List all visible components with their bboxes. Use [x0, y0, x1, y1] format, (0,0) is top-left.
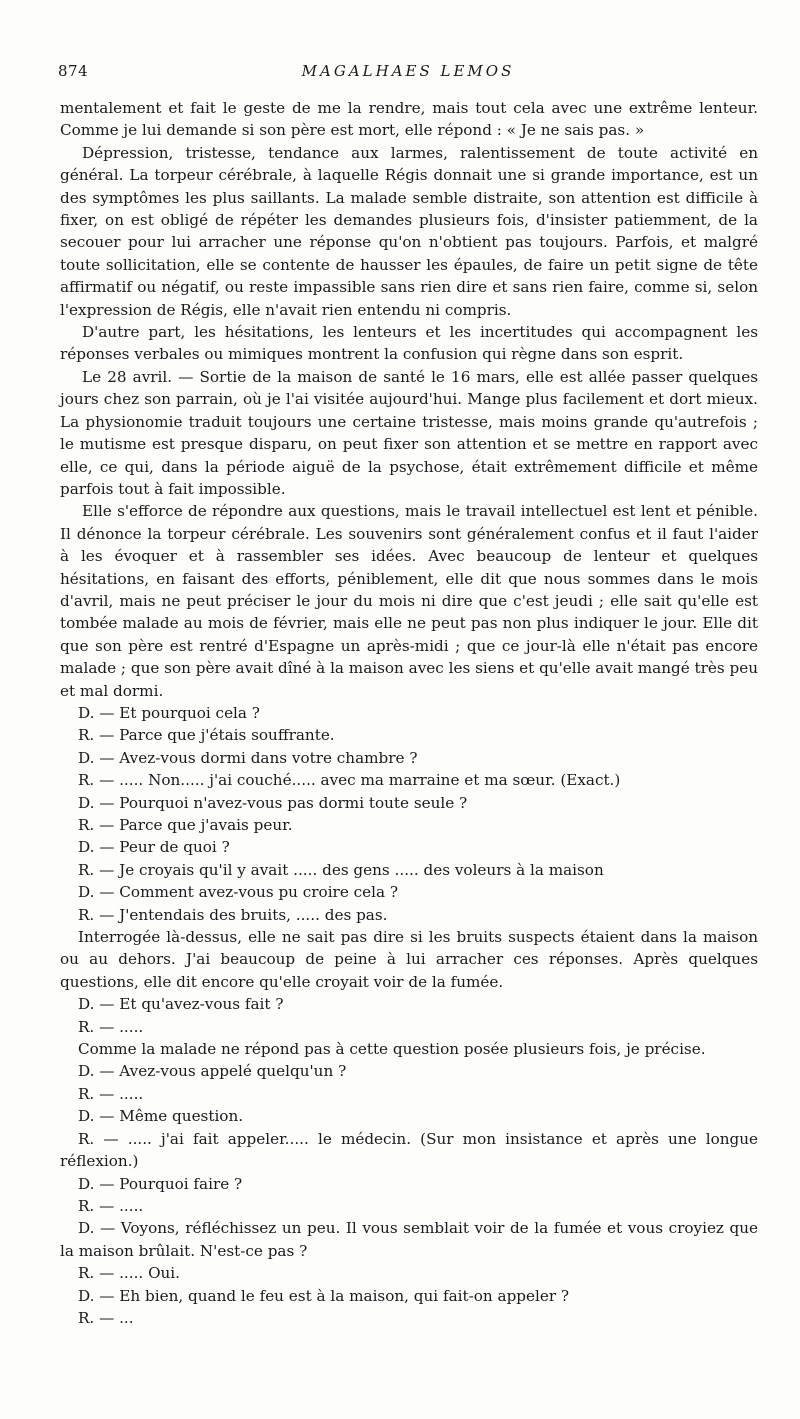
paragraph: D'autre part, les hésitations, les lenteurs et les incertitudes qui accompagnent les réponses verbales ou mimiques montrent la confusion qui règne dans son esprit.	[60, 323, 758, 364]
dialog-line: D. — Avez-vous dormi dans votre chambre ?	[78, 748, 418, 767]
paragraph: Le 28 avril. — Sortie de la maison de santé le 16 mars, elle est allée passer quelques jours chez son parrain, où je l'ai visitée aujourd'hui. Mange plus facilement et dort mieux. La physionomie traduit toujours une certaine tristesse, mais moins grande qu'autrefois ; le mutisme est presque disparu, on peut fixer son attention et se mettre en rapport avec elle, ce qui, dans la période aiguë de la psychose, était extrêmement difficile et même parfois tout à fait impossible.	[60, 367, 758, 498]
dialog-line: R. — .....	[78, 1196, 144, 1215]
dialog-line: D. — Peur de quoi ?	[78, 838, 230, 857]
dialog-line: D. — Et qu'avez-vous fait ?	[78, 995, 284, 1014]
dialog-line: R. — ..... Oui.	[78, 1264, 180, 1283]
dialog-line: R. — Parce que j'étais souffrante.	[78, 726, 335, 745]
dialog-line: R. — .....	[78, 1084, 144, 1103]
dialog-line: R. — J'entendais des bruits, ..... des pas.	[78, 905, 388, 924]
dialog-line: R. — .....	[78, 1017, 144, 1036]
dialog-line: D. — Même question.	[78, 1107, 244, 1126]
dialog-line: D. — Pourquoi faire ?	[78, 1174, 243, 1193]
dialog-line: D. — Et pourquoi cela ?	[78, 703, 260, 722]
body-text	[60, 97, 758, 1329]
page-header	[58, 62, 758, 86]
dialog-line: D. — Comment avez-vous pu croire cela ?	[78, 883, 399, 902]
dialog-line: R. — ..... Non..... j'ai couché..... avec ma marraine et ma sœur. (Exact.)	[78, 771, 621, 790]
paragraph: Elle s'efforce de répondre aux questions, mais le travail intellectuel est lent et pénible. Il dénonce la torpeur cérébrale. Les souvenirs sont généralement confus et il faut l'aider à les évoquer et à rassembler ses idées. Avec beaucoup de lenteur et quelques hésitations, en faisant des efforts, péniblement, elle dit que nous sommes dans le mois d'avril, mais ne peut préciser le jour du mois ni dire que c'est jeudi ; elle sait qu'elle est tombée malade au mois de février, mais elle ne peut pas non plus indiquer le jour. Elle dit que son père est rentré d'Espagne un après-midi ; que ce jour-là elle n'était pas encore malade ; que son père avait dîné à la maison avec les siens et qu'elle avait mangé très peu et mal dormi.	[60, 502, 758, 700]
running-head: MAGALHAES LEMOS	[301, 62, 515, 80]
paragraph: Comme la malade ne répond pas à cette question posée plusieurs fois, je précise.	[78, 1040, 706, 1059]
dialog-line: D. — Avez-vous appelé quelqu'un ?	[78, 1062, 347, 1081]
dialog-line: R. — ..... j'ai fait appeler..... le médecin. (Sur mon insistance et après une longue réflexion.)	[60, 1129, 758, 1171]
dialog-line: R. — Je croyais qu'il y avait ..... des gens ..... des voleurs à la maison	[78, 860, 604, 879]
paragraph: Interrogée là-dessus, elle ne sait pas dire si les bruits suspects étaient dans la maison ou au dehors. J'ai beaucoup de peine à lui arracher ces réponses. Après quelques questions, elle dit encore qu'elle croyait voir de la fumée.	[60, 928, 758, 991]
dialog-line: D. — Pourquoi n'avez-vous pas dormi toute seule ?	[78, 793, 468, 812]
dialog-line: R. — ...	[78, 1308, 134, 1327]
dialog-line: D. — Voyons, réfléchissez un peu. Il vous semblait voir de la fumée et vous croyiez que la maison brûlait. N'est-ce pas ?	[60, 1219, 758, 1260]
dialog-line: R. — Parce que j'avais peur.	[78, 816, 293, 834]
dialog-line: D. — Eh bien, quand le feu est à la maison, qui fait-on appeler ?	[78, 1286, 570, 1305]
paragraph: Dépression, tristesse, tendance aux larmes, ralentissement de toute activité en général. La torpeur cérébrale, à laquelle Régis donnait une si grande importance, est un des symptômes les plus saillants. La malade semble distraite, son attention est difficile à fixer, on est obligé de répéter les demandes plusieurs fois, d'insister patiemment, de la secouer pour lui arracher une réponse qu'on n'obtient pas toujours. Parfois, et malgré toute sollicitation, elle se contente de hausser les épaules, de faire un petit signe de tête affirmatif ou négatif, ou reste impassible sans rien dire et sans rien faire, comme si, selon l'expression de Régis, elle n'avait rien entendu ni compris.	[60, 143, 758, 319]
paragraph: mentalement et fait le geste de me la rendre, mais tout cela avec une extrême lenteur. Comme je lui demande si son père est mort, elle répond : « Je ne sais pas. »	[60, 99, 758, 140]
page-number: 874	[58, 62, 89, 80]
